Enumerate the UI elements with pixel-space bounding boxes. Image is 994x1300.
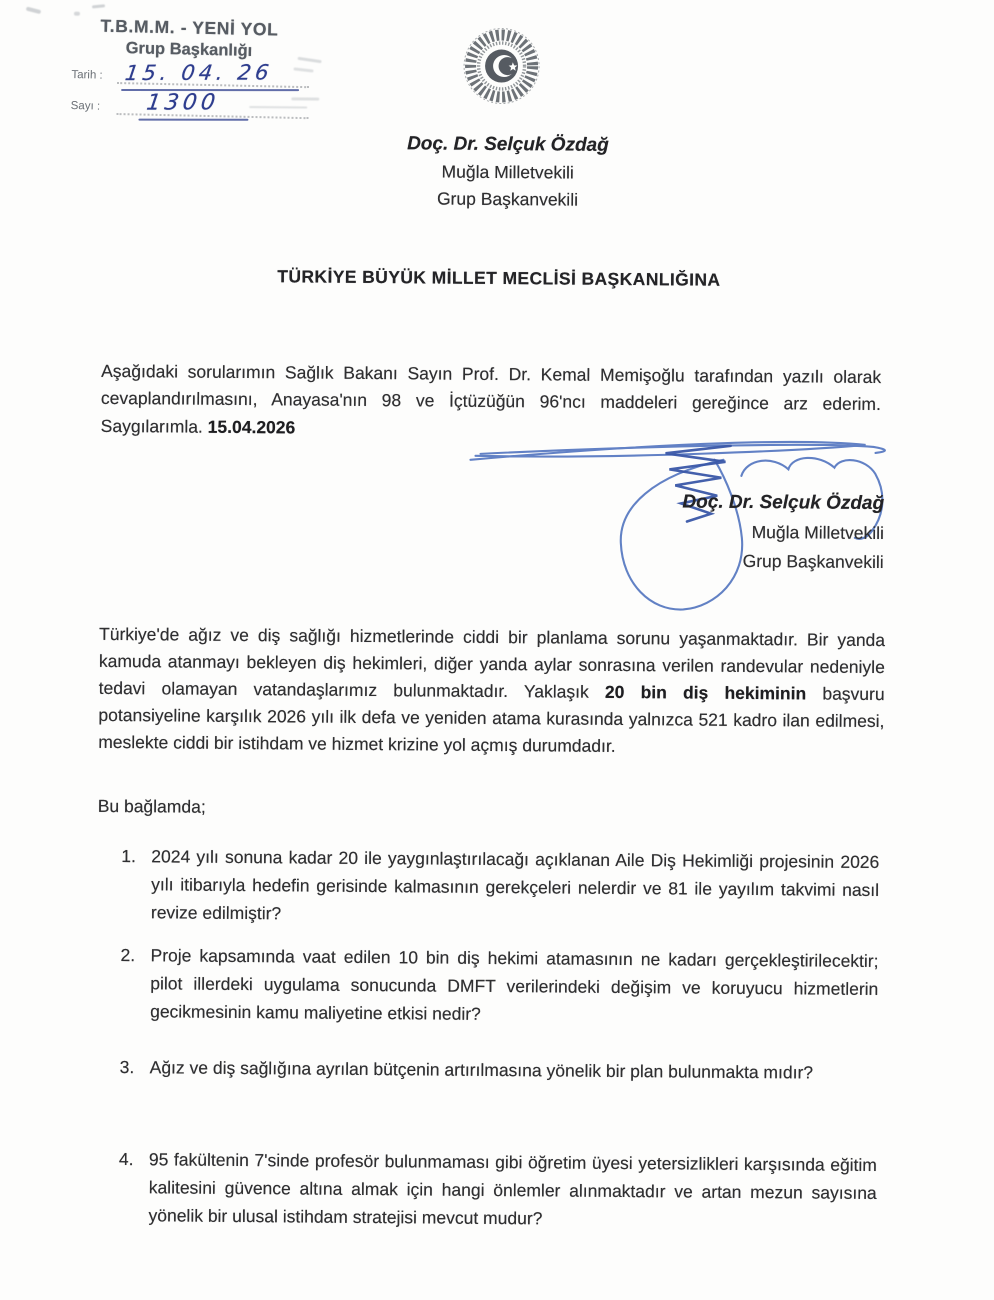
header-title-1: Muğla Milletvekili	[441, 161, 574, 183]
header-name: Doç. Dr. Selçuk Özdağ	[407, 133, 609, 156]
question-number: 2.	[120, 945, 136, 966]
intro-date: 15.04.2026	[207, 416, 296, 437]
question-text: Proje kapsamında vaat edilen 10 bin diş hekimi atamasının ne kadarı gerçekleştirilecektir; pilot illerdeki uygulama sonucunda DMFT verilerindeki değişim ve koruyucu hizmetlerin gecikmesinin kamu maliyetine etkisi nedir?	[150, 945, 879, 1024]
scan-smudge	[26, 7, 42, 15]
scan-smudge	[92, 4, 105, 8]
stamp-org-line: T.B.M.M. - YENİ YOL	[100, 15, 279, 40]
question-item-2	[120, 941, 879, 1031]
body-paragraph	[98, 620, 885, 762]
question-item-3	[120, 1053, 878, 1087]
question-text: 95 fakültenin 7'sinde profesör bulunmaması gibi öğretim üyesi yetersizlikleri karşısında eğitim kalitesini güvence altına almak için hangi önlemler alınmaktadır ve artan mezun sayısına yönelik bir ulusal istihdam stratejisi mevcut mudur?	[148, 1149, 878, 1229]
question-number: 3.	[119, 1057, 135, 1078]
stamp-number-row	[62, 91, 313, 124]
intro-text: Aşağıdaki sorularımın Sağlık Bakanı Sayın Prof. Dr. Kemal Memişoğlu tarafından yazılı olarak cevaplandırılmasını, Anayasa'nın 98 ve İçtüzüğün 96'ncı maddeleri gereğince arz ederim. Saygılarımla.	[100, 360, 882, 437]
body-text-2: başvuru potansiyeline karşılık 2026 yılı ilk defa ve yeniden atama kurasında yalnızca 521 kadro ilan edilmesi, meslekte ciddi bir istihdam ve hizmet krizine yol açmış durumdadır.	[98, 683, 885, 757]
question-text: 2024 yılı sonuna kadar 20 ile yaygınlaştırılacağı açıklanan Aile Diş Hekimliği projesinin 2026 yılı itibarıyla hedefin gerisinde kalmasının gerekçeleri nelerdir ve 81 ile yayılım takvimi nasıl revize edilmiştir?	[150, 846, 880, 924]
intro-paragraph	[101, 357, 882, 446]
question-number: 1.	[121, 846, 137, 867]
header-title-2: Grup Başkanvekili	[436, 188, 579, 210]
question-item-4	[118, 1145, 877, 1235]
body-text-1: Türkiye'de ağız ve diş sağlığı hizmetlerinde ciddi bir planlama sorunu yaşanmaktadır. Bir yanda kamuda atanmayı bekleyen diş hekimleri, diğer yanda aylar sonrasına verilen randevular nedeniyle tedavi olamayan vatandaşlarımız bulunmaktadır. Yaklaşık	[98, 623, 886, 702]
stamp-group-line: Grup Başkanlığı	[125, 39, 253, 60]
stamp-number-underline	[138, 119, 248, 121]
question-text: Ağız ve diş sağlığına ayrılan bütçenin artırılmasına yönelik bir plan bulunmakta mıdır?	[149, 1057, 814, 1083]
header-identity-block	[10, 127, 994, 217]
stamp-date-value-handwritten: 15. 04. 26	[123, 60, 275, 86]
stamp-number-value-handwritten: 1300	[144, 90, 221, 116]
stamp-date-row	[63, 60, 314, 93]
question-number: 4.	[118, 1149, 134, 1170]
stamp-number-label: Sayı :	[70, 100, 101, 113]
stamp-date-label: Tarih :	[71, 69, 103, 82]
body-bold-phrase: 20 bin diş hekiminin	[604, 681, 807, 704]
document-heading: TÜRKİYE BÜYÜK MİLLET MECLİSİ BAŞKANLIĞINA	[277, 266, 721, 290]
tbmm-emblem-icon	[459, 24, 544, 109]
signer-title-2: Grup Başkanvekili	[742, 550, 884, 573]
signer-identity-block	[682, 487, 884, 577]
context-line: Bu bağlamda;	[97, 795, 206, 817]
signer-title-1: Muğla Milletvekili	[751, 521, 884, 543]
office-stamp	[62, 15, 314, 124]
question-item-1	[121, 842, 880, 932]
signer-name: Doç. Dr. Selçuk Özdağ	[682, 491, 885, 515]
